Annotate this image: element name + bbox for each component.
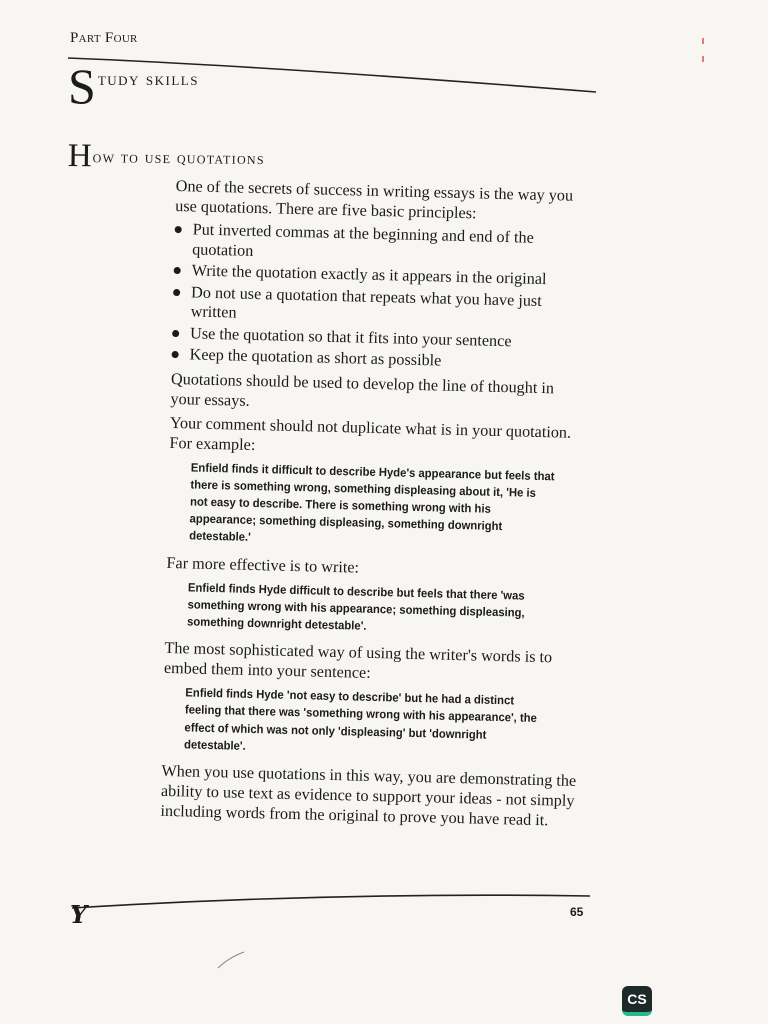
list-item: Do not use a quotation that repeats what you have just written <box>172 282 589 331</box>
intro-paragraph: One of the secrets of success in writing essays is the way you use quotations. There are five basic principles: <box>175 176 574 223</box>
list-item: Keep the quotation as short as possible <box>171 345 587 375</box>
conclusion-paragraph: When you use quotations in this way, you are demonstrating the ability to use text as evidence to support your ideas - not simply including words from the original to prove you have read it. <box>160 761 577 830</box>
bullet-icon <box>174 267 181 274</box>
list-item: Write the quotation exactly as it appears in the original <box>173 261 589 291</box>
article-title <box>67 138 266 175</box>
example-quote-2: Enfield finds Hyde difficult to describe but feels that there 'was something wrong with his appearance; something displeasing, something downright detestable'. <box>186 579 525 633</box>
pen-mark-icon <box>216 948 246 972</box>
page-number: 65 <box>570 905 584 919</box>
list-item: Use the quotation so that it fits into your sentence <box>172 323 588 353</box>
effective-paragraph: Far more effective is to write: <box>166 553 360 577</box>
section-title <box>68 58 199 114</box>
principles-list <box>171 220 590 375</box>
bullet-icon <box>175 226 182 233</box>
footer-rule <box>72 888 590 918</box>
section-title-text: tudy skills <box>97 69 199 89</box>
red-mark-icon <box>700 38 706 66</box>
publisher-logo: Y <box>70 900 88 929</box>
article-title-initial: H <box>67 138 92 175</box>
list-item: Put inverted commas at the beginning and end of the quotation <box>174 220 591 269</box>
example-quote-1: Enfield finds it difficult to describe Hyde's appearance but feels that there is something wrong, something displeasing about it, 'He is not easy to describe. There is something wrong with his appearance; something displeasing, something downright detestable.' <box>189 459 555 545</box>
article-title-text: ow to use quotations <box>92 147 266 169</box>
develop-paragraph: Quotations should be used to develop the line of thought in your essays. <box>170 369 555 410</box>
bullet-icon <box>172 351 179 358</box>
duplicate-paragraph: Your comment should not duplicate what is in your quotation. For example: <box>169 413 572 454</box>
bullet-icon <box>173 288 180 295</box>
section-title-initial: S <box>68 58 96 114</box>
embed-paragraph: The most sophisticated way of using the writer's words is to embed them into your sentence: <box>163 638 553 683</box>
example-quote-3: Enfield finds Hyde 'not easy to describe' but he had a distinct feeling that there was 'something wrong with his appearance', the effect of which was not only 'displeasing' but 'downright detestable'. <box>183 685 538 753</box>
article-body <box>160 176 592 835</box>
bullet-icon <box>172 329 179 336</box>
scanner-app-badge: CS <box>622 986 652 1016</box>
part-label: Part Four <box>70 30 138 46</box>
